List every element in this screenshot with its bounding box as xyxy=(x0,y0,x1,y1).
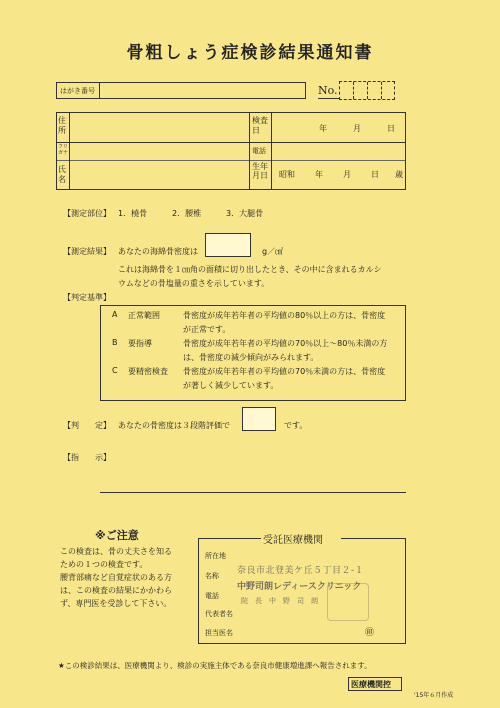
institution-representative-label: 代表者名 xyxy=(205,610,233,618)
criteria-b-line1: 骨密度が成年若年者の平均値の70％以上～80％未満の方 xyxy=(183,339,388,348)
address-label: 住所 xyxy=(58,116,66,135)
measurement-note-line1: これは海綿骨を１㎝角の面積に切り出したとき、その中に含まれるカルシ xyxy=(118,265,382,274)
seal-mark-icon: ㊞ xyxy=(365,628,375,638)
copy-label: 医療機関控 xyxy=(351,680,391,689)
exam-date-day: 日 xyxy=(387,124,395,133)
birth-year: 年 xyxy=(315,170,323,179)
institution-box xyxy=(198,535,406,644)
serial-number-field[interactable] xyxy=(339,81,395,100)
name-field[interactable] xyxy=(71,161,247,188)
criteria-a-line2: が正常です。 xyxy=(183,325,231,334)
postcard-number-label: はがき番号 xyxy=(60,87,95,95)
institution-phone-label: 電話 xyxy=(205,592,219,600)
birth-day: 日 xyxy=(371,170,379,179)
criteria-a-line1: 骨密度が成年若年者の平均値の80％以上の方は、骨密度 xyxy=(183,311,386,320)
institution-name-label: 名称 xyxy=(205,572,219,580)
phone-field[interactable] xyxy=(273,143,403,159)
institution-title: 受託医療機関 xyxy=(263,535,323,546)
no-label: No. xyxy=(318,84,338,97)
measurement-note-line2: ウムなどの骨塩量の重さを示しています。 xyxy=(118,279,270,288)
bone-density-unit: g／㎤ xyxy=(262,247,284,256)
caution-line-3: 腰背部痛など自覚症状のある方 xyxy=(60,573,172,582)
institution-location-label: 所在地 xyxy=(205,552,226,560)
stamp-address: 奈良市北登美ケ丘５丁目２-１ xyxy=(237,566,365,576)
caution-line-5: ず、専門医を受診して下さい。 xyxy=(60,599,172,608)
caution-line-1: この検査は、骨の丈夫さを知る xyxy=(60,547,172,556)
phone-label: 電話 xyxy=(252,147,266,155)
copy-label-box xyxy=(348,677,402,691)
instruction-underline xyxy=(100,492,406,493)
exam-date-year: 年 xyxy=(319,124,327,133)
criteria-b-code: B xyxy=(112,338,118,347)
criteria-c-name: 要精密検査 xyxy=(128,367,168,376)
birth-month: 月 xyxy=(343,170,351,179)
bone-density-input[interactable] xyxy=(205,233,251,257)
instruction-field[interactable] xyxy=(100,460,406,490)
criteria-a-name: 正常範囲 xyxy=(128,311,160,320)
criteria-a-code: A xyxy=(112,310,118,319)
footer-date: '15年６月作成 xyxy=(414,692,454,699)
judgment-input[interactable] xyxy=(242,407,276,431)
criteria-c-code: C xyxy=(112,366,118,375)
exam-date-month: 月 xyxy=(353,124,361,133)
caution-title: ※ご注意 xyxy=(95,529,139,542)
measurement-result-label: 【測定結果】 xyxy=(63,247,111,256)
measurement-site-item-3: 3．大腿骨 xyxy=(226,209,264,218)
instruction-label: 【指 示】 xyxy=(63,453,111,462)
criteria-table xyxy=(100,305,406,401)
measurement-result-text: あなたの海綿骨密度は xyxy=(118,247,198,256)
postcard-number-field[interactable] xyxy=(56,82,306,99)
measurement-site-item-2: 2．腰椎 xyxy=(172,209,202,218)
page-title: 骨粗しょう症検診結果通知書 xyxy=(126,43,374,63)
institution-staff-label: 担当医名 xyxy=(205,629,233,637)
criteria-b-name: 要指導 xyxy=(128,339,152,348)
measurement-site-label: 【測定部位】 xyxy=(63,209,111,218)
measurement-site-item-1: 1．橈骨 xyxy=(118,209,148,218)
birthdate-label: 生年月日 xyxy=(252,162,268,180)
name-label: 氏名 xyxy=(58,165,66,184)
address-field[interactable] xyxy=(71,114,247,141)
caution-line-2: ための１つの検査です。 xyxy=(60,560,148,569)
criteria-b-line2: は、骨密度の減少傾向がみられます。 xyxy=(183,353,319,362)
furigana-field[interactable] xyxy=(71,143,247,159)
furigana-label: フリガナ xyxy=(58,144,69,156)
caution-line-4: は、この検査の結果にかかわら xyxy=(60,586,172,595)
judgment-label: 【判 定】 xyxy=(63,421,111,430)
criteria-label: 【判定基準】 xyxy=(63,293,111,302)
patient-info-table xyxy=(56,112,406,190)
criteria-c-line1: 骨密度が成年若年者の平均値の70％未満の方は、骨密度 xyxy=(183,367,386,376)
judgment-suffix: です。 xyxy=(284,421,308,430)
stamp-clinic: 中野司朗レディースクリニック xyxy=(237,582,362,592)
judgment-text: あなたの骨密度は３段階評価で xyxy=(118,421,230,430)
stamp-director: 院 長 中 野 司 朗 xyxy=(241,597,318,605)
criteria-c-line2: が著しく減少しています。 xyxy=(183,381,279,390)
birth-era: 昭和 xyxy=(279,170,295,179)
exam-date-label: 検査日 xyxy=(252,116,268,135)
faded-stamp-mark xyxy=(327,583,369,621)
age-label: 歳 xyxy=(395,170,403,179)
footer-note: ★この検診結果は、医療機関より、検診の実施主体である奈良市健康増進課へ報告されます。 xyxy=(58,661,372,670)
